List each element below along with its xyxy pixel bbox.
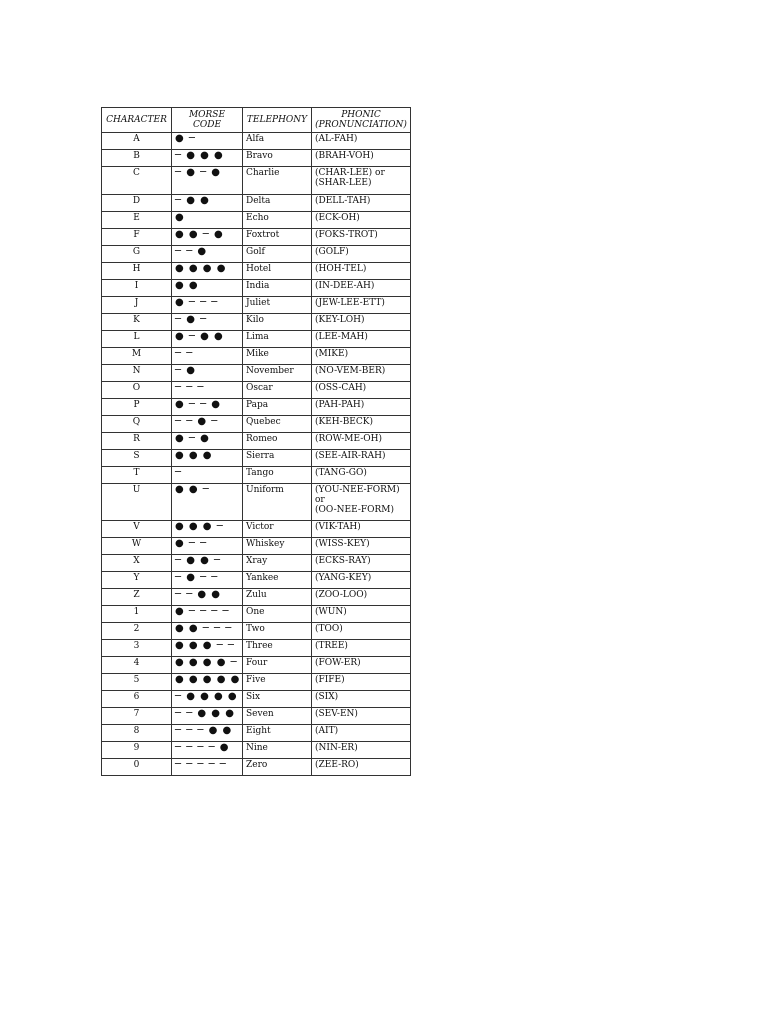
cell-morse-code: ● ● ● ● — [172, 263, 243, 280]
table-row — [102, 623, 411, 640]
cell-telephony: Quebec — [243, 416, 312, 433]
cell-phonic: (TREE) — [312, 640, 411, 657]
table-row — [102, 589, 411, 606]
table-row — [102, 167, 411, 195]
cell-morse-code: ─ ─ ● — [172, 246, 243, 263]
cell-telephony: Juliet — [243, 297, 312, 314]
cell-telephony: Xray — [243, 555, 312, 572]
cell-character: K — [102, 314, 172, 331]
table-row — [102, 708, 411, 725]
cell-character: T — [102, 467, 172, 484]
phonetic-alphabet-table — [101, 107, 411, 776]
cell-morse-code: ─ ─ ─ ● ● — [172, 725, 243, 742]
table-row — [102, 314, 411, 331]
cell-morse-code: ● ─ ─ ─ — [172, 297, 243, 314]
cell-morse-code: ● ─ ● — [172, 433, 243, 450]
cell-phonic: (AL-FAH) — [312, 133, 411, 150]
cell-telephony: Echo — [243, 212, 312, 229]
cell-phonic: (NIN-ER) — [312, 742, 411, 759]
header-phonic — [312, 108, 411, 133]
cell-phonic: (FOW-ER) — [312, 657, 411, 674]
table-row — [102, 572, 411, 589]
cell-telephony: Yankee — [243, 572, 312, 589]
cell-character: V — [102, 521, 172, 538]
cell-telephony: Lima — [243, 331, 312, 348]
table-row — [102, 365, 411, 382]
cell-morse-code: ● ● — [172, 280, 243, 297]
header-morse-line2: CODE — [192, 120, 222, 130]
cell-morse-code: ─ ─ ● ─ — [172, 416, 243, 433]
cell-phonic: (HOH-TEL) — [312, 263, 411, 280]
cell-phonic: (KEY-LOH) — [312, 314, 411, 331]
cell-phonic: (KEH-BECK) — [312, 416, 411, 433]
cell-morse-code: ─ ● ● — [172, 195, 243, 212]
cell-telephony: Oscar — [243, 382, 312, 399]
cell-phonic: (ECK-OH) — [312, 212, 411, 229]
cell-telephony: One — [243, 606, 312, 623]
cell-telephony: Papa — [243, 399, 312, 416]
cell-character: S — [102, 450, 172, 467]
cell-character: J — [102, 297, 172, 314]
table-row — [102, 674, 411, 691]
table-row — [102, 691, 411, 708]
cell-telephony: Sierra — [243, 450, 312, 467]
cell-character: 2 — [102, 623, 172, 640]
cell-telephony: Four — [243, 657, 312, 674]
cell-phonic: (PAH-PAH) — [312, 399, 411, 416]
cell-morse-code: ● ● ● — [172, 450, 243, 467]
header-character: CHARACTER — [102, 108, 172, 133]
cell-telephony: Bravo — [243, 150, 312, 167]
table-row — [102, 759, 411, 776]
cell-character: B — [102, 150, 172, 167]
cell-character: P — [102, 399, 172, 416]
cell-character: F — [102, 229, 172, 246]
cell-morse-code: ● ● ● ● ● — [172, 674, 243, 691]
header-morse-code — [172, 108, 243, 133]
cell-character: C — [102, 167, 172, 195]
cell-character: X — [102, 555, 172, 572]
cell-phonic: (WISS-KEY) — [312, 538, 411, 555]
cell-morse-code: ● ● ● ─ ─ — [172, 640, 243, 657]
cell-morse-code: ● ─ ─ — [172, 538, 243, 555]
cell-telephony: Zulu — [243, 589, 312, 606]
cell-morse-code: ● ─ — [172, 133, 243, 150]
cell-morse-code: ─ ─ ─ ─ ● — [172, 742, 243, 759]
cell-telephony: Foxtrot — [243, 229, 312, 246]
table-row — [102, 416, 411, 433]
cell-morse-code: ─ ─ ─ ─ ─ — [172, 759, 243, 776]
cell-phonic: (WUN) — [312, 606, 411, 623]
cell-phonic: (ZOO-LOO) — [312, 589, 411, 606]
table-row — [102, 640, 411, 657]
table-row — [102, 742, 411, 759]
cell-morse-code: ─ ● ● ● — [172, 150, 243, 167]
table-row — [102, 280, 411, 297]
cell-character: Y — [102, 572, 172, 589]
cell-character: A — [102, 133, 172, 150]
table-row — [102, 133, 411, 150]
cell-telephony: Six — [243, 691, 312, 708]
cell-phonic: (ECKS-RAY) — [312, 555, 411, 572]
cell-phonic: (FOKS-TROT) — [312, 229, 411, 246]
cell-character: I — [102, 280, 172, 297]
table-row — [102, 606, 411, 623]
cell-telephony: Hotel — [243, 263, 312, 280]
table-row — [102, 484, 411, 521]
cell-character: 4 — [102, 657, 172, 674]
cell-phonic: (AIT) — [312, 725, 411, 742]
cell-character: R — [102, 433, 172, 450]
cell-character: 7 — [102, 708, 172, 725]
header-row — [102, 108, 411, 133]
cell-character: 3 — [102, 640, 172, 657]
cell-character: 6 — [102, 691, 172, 708]
header-morse-line1: MORSE — [188, 110, 226, 120]
cell-morse-code: ─ — [172, 467, 243, 484]
cell-morse-code: ● ● ─ ─ ─ — [172, 623, 243, 640]
table-row — [102, 450, 411, 467]
table-row — [102, 467, 411, 484]
cell-morse-code: ● ─ ─ ● — [172, 399, 243, 416]
cell-telephony: Kilo — [243, 314, 312, 331]
cell-morse-code: ─ ● ─ ─ — [172, 572, 243, 589]
cell-character: L — [102, 331, 172, 348]
cell-phonic: (ROW-ME-OH) — [312, 433, 411, 450]
cell-character: 8 — [102, 725, 172, 742]
cell-character: M — [102, 348, 172, 365]
cell-character: U — [102, 484, 172, 521]
cell-character: 5 — [102, 674, 172, 691]
cell-morse-code: ● ● ● ─ — [172, 521, 243, 538]
cell-phonic: (DELL-TAH) — [312, 195, 411, 212]
cell-telephony: Five — [243, 674, 312, 691]
table-row — [102, 212, 411, 229]
cell-phonic: (JEW-LEE-ETT) — [312, 297, 411, 314]
cell-telephony: Two — [243, 623, 312, 640]
cell-telephony: Charlie — [243, 167, 312, 195]
cell-phonic: (SIX) — [312, 691, 411, 708]
table-row — [102, 433, 411, 450]
cell-morse-code: ─ ─ ● ● — [172, 589, 243, 606]
cell-character: 9 — [102, 742, 172, 759]
cell-morse-code: ● ─ ─ ─ ─ — [172, 606, 243, 623]
table-row — [102, 195, 411, 212]
cell-phonic: (IN-DEE-AH) — [312, 280, 411, 297]
cell-telephony: Whiskey — [243, 538, 312, 555]
cell-telephony: Delta — [243, 195, 312, 212]
table-body — [102, 133, 411, 776]
cell-phonic: (ZEE-RO) — [312, 759, 411, 776]
cell-telephony: Zero — [243, 759, 312, 776]
cell-telephony: Eight — [243, 725, 312, 742]
cell-character: G — [102, 246, 172, 263]
cell-telephony: Mike — [243, 348, 312, 365]
cell-telephony: Victor — [243, 521, 312, 538]
cell-phonic: (YANG-KEY) — [312, 572, 411, 589]
cell-telephony: Golf — [243, 246, 312, 263]
cell-character: 1 — [102, 606, 172, 623]
cell-phonic: (SEV-EN) — [312, 708, 411, 725]
cell-phonic: (TANG-GO) — [312, 467, 411, 484]
cell-morse-code: ● ● ─ — [172, 484, 243, 521]
cell-morse-code: ● ─ ● ● — [172, 331, 243, 348]
cell-telephony: November — [243, 365, 312, 382]
table-row — [102, 229, 411, 246]
cell-phonic: (TOO) — [312, 623, 411, 640]
cell-character: W — [102, 538, 172, 555]
cell-phonic: (SEE-AIR-RAH) — [312, 450, 411, 467]
cell-telephony: India — [243, 280, 312, 297]
cell-morse-code: ● ● ─ ● — [172, 229, 243, 246]
table-row — [102, 348, 411, 365]
header-phonic-line1: PHONIC — [341, 110, 381, 120]
cell-morse-code: ─ ● ● ─ — [172, 555, 243, 572]
cell-telephony: Alfa — [243, 133, 312, 150]
cell-phonic: (VIK-TAH) — [312, 521, 411, 538]
table-row — [102, 521, 411, 538]
table-row — [102, 555, 411, 572]
cell-morse-code: ─ ● ● ● ● — [172, 691, 243, 708]
cell-character: 0 — [102, 759, 172, 776]
cell-telephony: Seven — [243, 708, 312, 725]
cell-character: Z — [102, 589, 172, 606]
cell-phonic: (MIKE) — [312, 348, 411, 365]
cell-phonic: (LEE-MAH) — [312, 331, 411, 348]
cell-character: H — [102, 263, 172, 280]
cell-character: Q — [102, 416, 172, 433]
cell-telephony: Romeo — [243, 433, 312, 450]
cell-telephony: Nine — [243, 742, 312, 759]
table-row — [102, 297, 411, 314]
table-row — [102, 246, 411, 263]
cell-character: E — [102, 212, 172, 229]
cell-morse-code: ─ ● — [172, 365, 243, 382]
cell-phonic: (FIFE) — [312, 674, 411, 691]
cell-morse-code: ─ ● ─ ● — [172, 167, 243, 195]
cell-telephony: Tango — [243, 467, 312, 484]
table-row — [102, 263, 411, 280]
cell-morse-code: ● ● ● ● ─ — [172, 657, 243, 674]
cell-phonic: (OSS-CAH) — [312, 382, 411, 399]
table-row — [102, 657, 411, 674]
cell-phonic: (GOLF) — [312, 246, 411, 263]
cell-morse-code: ─ ─ ● ● ● — [172, 708, 243, 725]
cell-telephony: Three — [243, 640, 312, 657]
cell-morse-code: ─ ─ — [172, 348, 243, 365]
table-row — [102, 382, 411, 399]
cell-phonic: (BRAH-VOH) — [312, 150, 411, 167]
cell-morse-code: ─ ● ─ — [172, 314, 243, 331]
cell-phonic: (NO-VEM-BER) — [312, 365, 411, 382]
header-phonic-line2: (PRONUNCIATION) — [315, 120, 407, 130]
cell-telephony: Uniform — [243, 484, 312, 521]
cell-character: D — [102, 195, 172, 212]
cell-character: O — [102, 382, 172, 399]
table-row — [102, 331, 411, 348]
cell-phonic: (CHAR-LEE) or (SHAR-LEE) — [312, 167, 411, 195]
header-telephony: TELEPHONY — [243, 108, 312, 133]
table-row — [102, 538, 411, 555]
cell-morse-code: ● — [172, 212, 243, 229]
table-row — [102, 150, 411, 167]
cell-character: N — [102, 365, 172, 382]
table-row — [102, 725, 411, 742]
table-row — [102, 399, 411, 416]
cell-phonic: (YOU-NEE-FORM) or (OO-NEE-FORM) — [312, 484, 411, 521]
cell-morse-code: ─ ─ ─ — [172, 382, 243, 399]
